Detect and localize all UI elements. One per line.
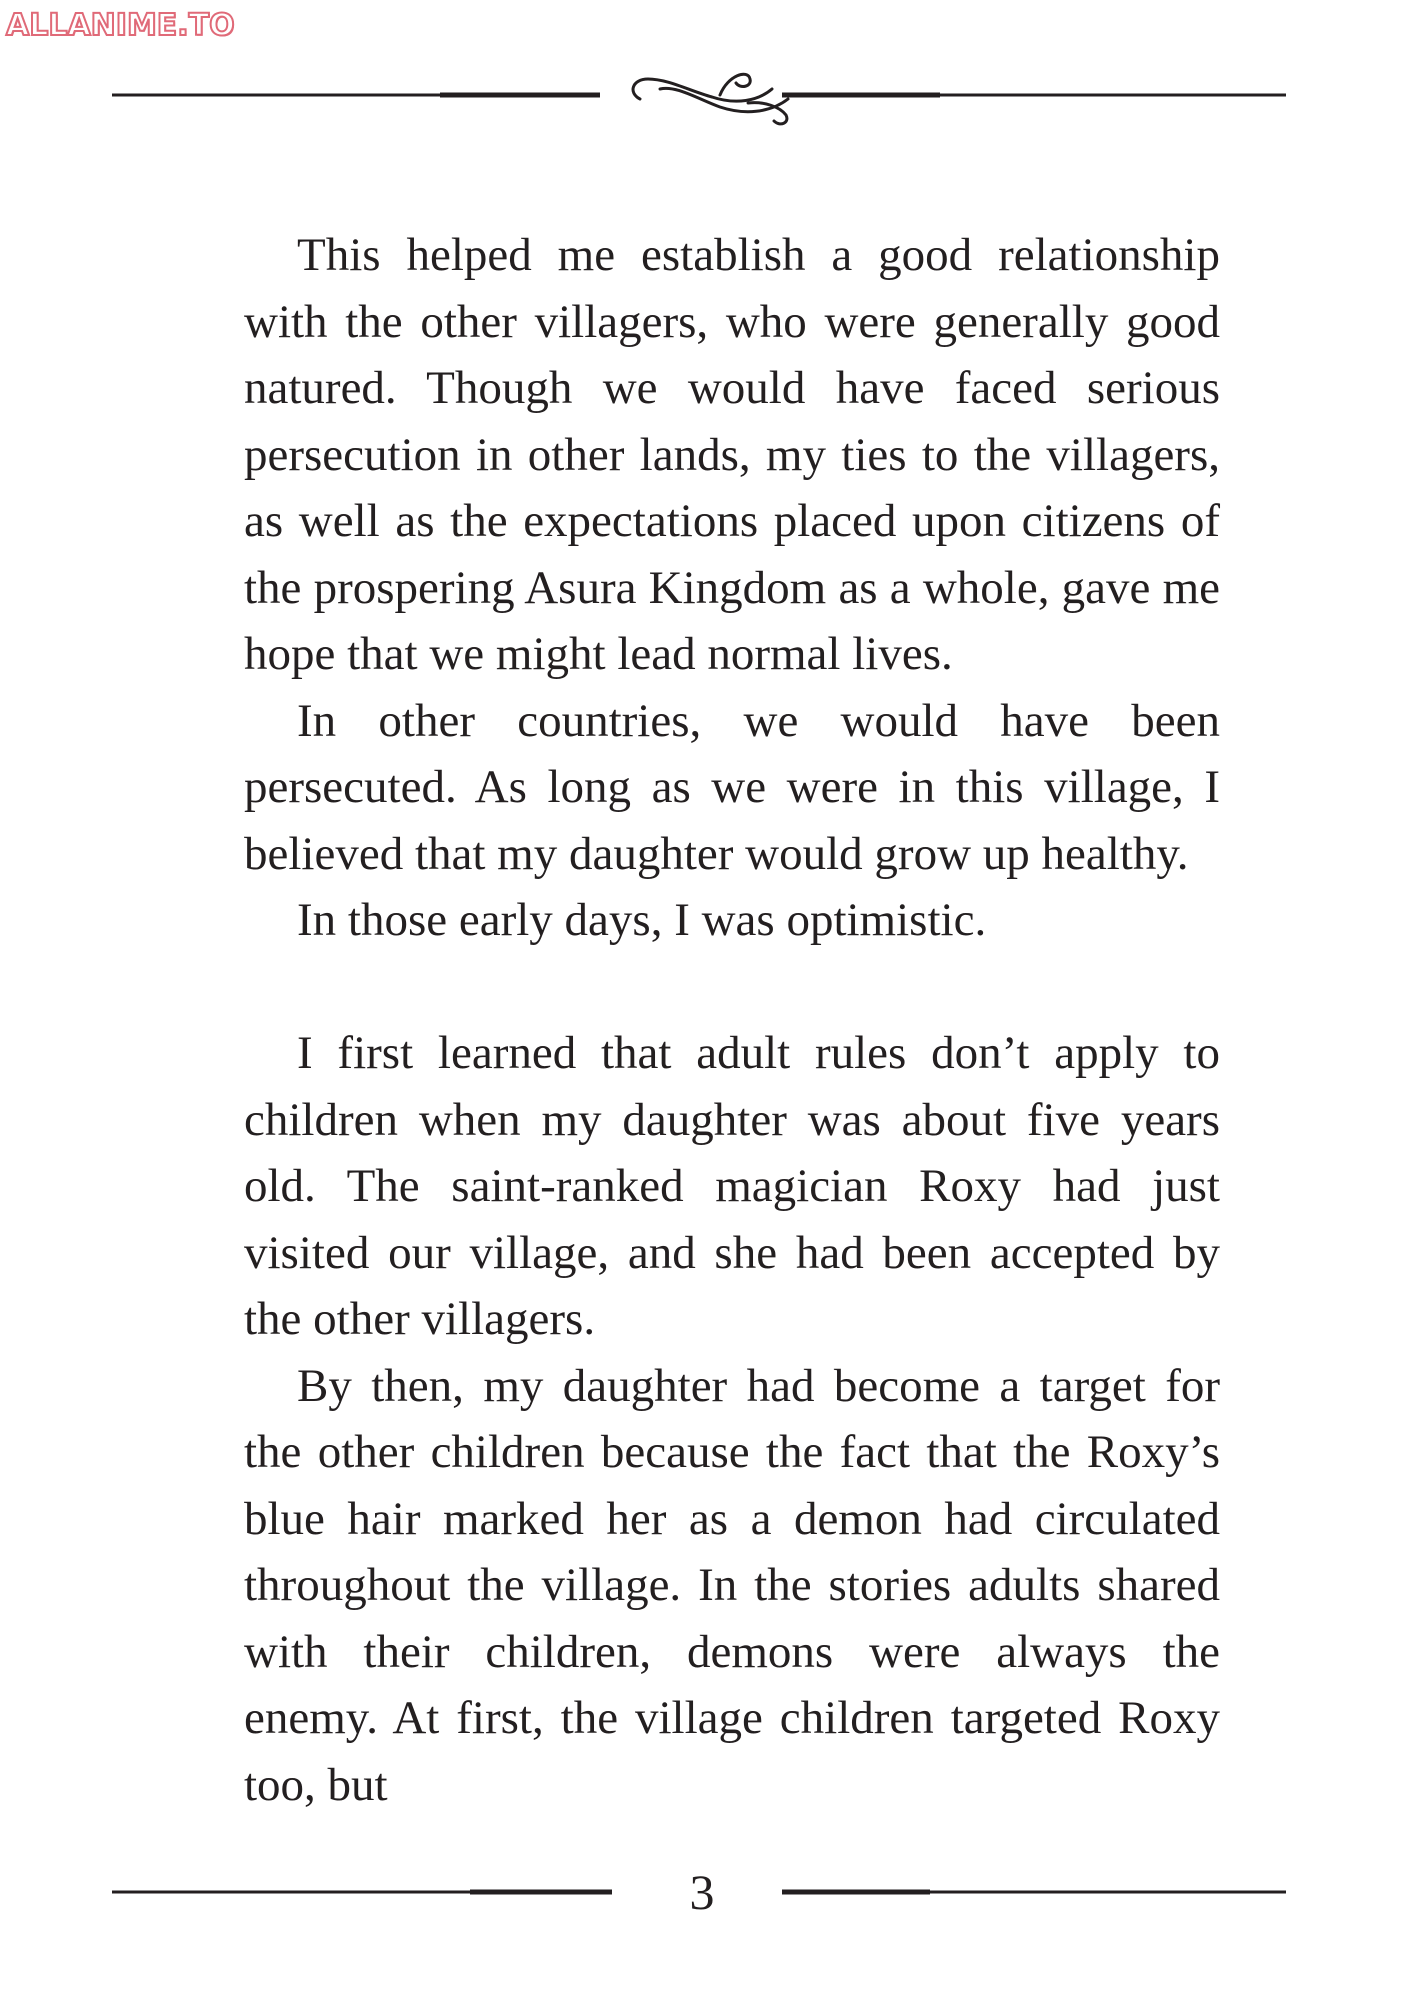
scene-break <box>244 954 1220 1021</box>
watermark-logo: ALLANIME.TO <box>6 8 235 43</box>
paragraph: In other countries, we would have been persecuted. As long as we were in this village, I believed that my daughter would grow up healthy. <box>244 694 1220 880</box>
paragraph: I first learned that adult rules don’t apply to children when my daughter was about five years old. The saint-ranked magician Roxy had just visited our village, and she had been accepted by the other villagers. <box>244 1027 1220 1345</box>
page-body <box>244 222 1220 1818</box>
paragraph: In those early days, I was optimistic. <box>297 894 987 946</box>
top-ornament <box>0 55 1404 135</box>
paragraph: By then, my daughter had become a target for the other children because the fact that the Roxy’s blue hair marked her as a demon had circulated throughout the village. In the stories adults shared with their children, demons were always the enemy. At first, the village children targeted Roxy too, but <box>244 1359 1220 1811</box>
page-number: 3 <box>689 1864 715 1920</box>
paragraph: This helped me establish a good relationship with the other villagers, who were generally good natured. Though we would have faced serious persecution in other lands, my ties to the villagers, as well as the expectations placed upon citizens of the prospering Asura Kingdom as a whole, gave me hope that we might lead normal lives. <box>244 229 1220 680</box>
flourish-icon <box>633 74 788 124</box>
